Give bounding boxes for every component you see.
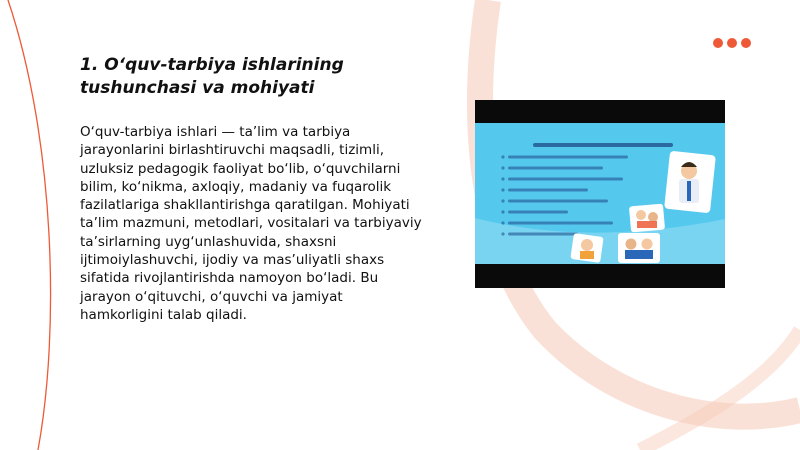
embedded-video[interactable]	[475, 100, 725, 288]
slide-body-text: O‘quv-tarbiya ishlari — ta’lim va tarbiya jarayonlarini birlashtiruvchi maqsadli, tizimli, uzluksiz pedagogik faoliyat bo‘lib, o‘quvchilarni bilim, ko‘nikma, axloqiy, madaniy va fuqarolik fazilatlariga shakllantirishga qaratilgan. Mohiyati ta’lim mazmuni, metodlari, vositalari va tarbiyaviy ta’sirlarning uyg‘unlashuvida, shaxsni ijtimoiylashuvchi, ijodiy va mas’uliyatli shaxs sifatida rivojlantirishda namoyon bo‘ladi. Bu jarayon o‘qituvchi, o‘quvchi va jamiyat hamkorligini talab qiladi.	[80, 124, 422, 323]
accent-dot	[727, 38, 737, 48]
accent-dot	[741, 38, 751, 48]
accent-dot	[713, 38, 723, 48]
video-frame[interactable]	[475, 123, 725, 264]
accent-dots	[713, 38, 751, 48]
slide-title: 1. O‘quv-tarbiya ishlarining tushunchasi va mohiyati	[80, 55, 344, 98]
teacher-illustration	[664, 151, 716, 213]
video-illustration	[475, 123, 725, 264]
